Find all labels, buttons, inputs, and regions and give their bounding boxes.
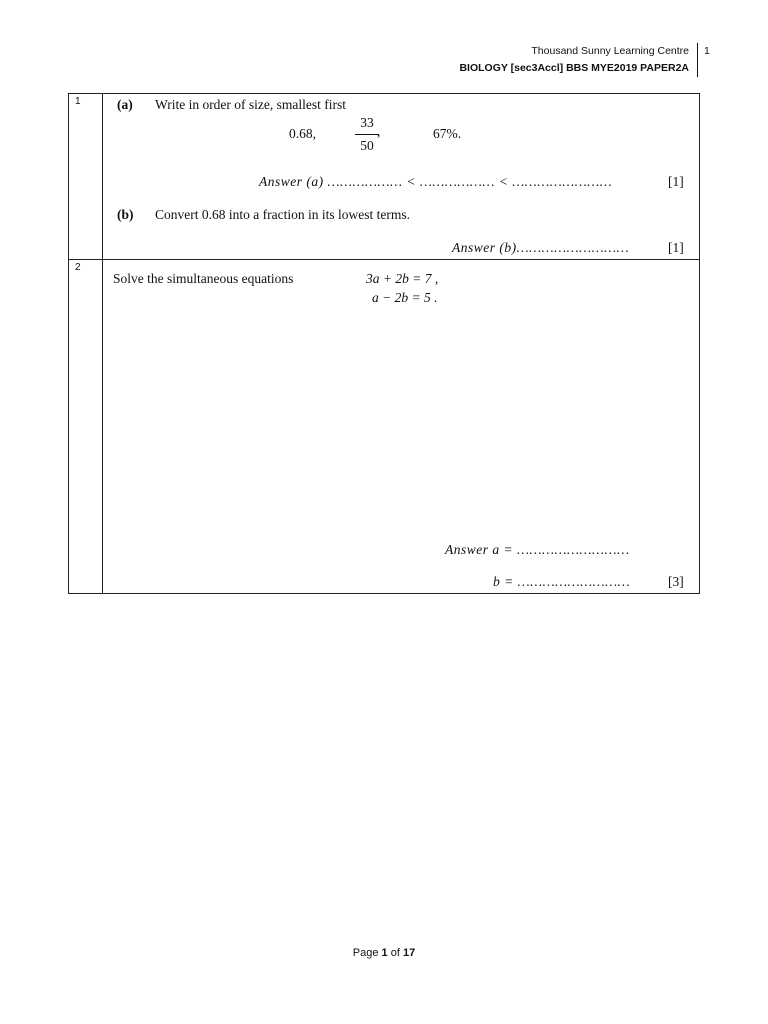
q1-part-b-label: (b) [117,207,134,222]
q1-mark-a: [1] [668,174,684,189]
q2-mark: [3] [668,574,684,589]
q1-part-b-text: Convert 0.68 into a fraction in its lowest terms. [155,207,410,222]
fraction-bar [355,134,379,135]
row-divider [69,259,699,260]
q2-text: Solve the simultaneous equations [113,271,294,286]
q1-answer-b-line: Answer (b)……………………… [452,240,630,255]
q1-value-percent: 67%. [433,126,462,141]
q1-value-decimal: 0.68, [289,126,316,141]
footer-page-current: 1 [381,947,388,959]
page-footer [0,947,768,959]
q1-part-a-label: (a) [117,97,133,112]
page-header [459,43,698,77]
footer-page-mid: of [387,947,403,959]
q1-value-fraction [355,115,379,154]
q2-equation-1: 3a + 2b = 7 , [366,271,439,286]
q2-equation-2: a − 2b = 5 . [372,290,438,305]
footer-page-prefix: Page [352,947,382,959]
fraction-denominator: 50 [360,138,374,153]
question-number-1: 1 [75,96,81,107]
fraction-numerator: 33 [360,115,374,130]
q2-answer-b-line: b = ……………………… [493,574,631,589]
header-page-number: 1 [704,45,710,57]
q1-fraction-comma: , [377,124,381,139]
school-name: Thousand Sunny Learning Centre [531,45,689,57]
question-table [68,93,700,594]
q1-part-a-text: Write in order of size, smallest first [155,97,347,112]
q1-mark-b: [1] [668,240,684,255]
footer-page-total: 17 [402,947,416,959]
paper-title: BIOLOGY [sec3Accl] BBS MYE2019 PAPER2A [459,62,689,74]
q2-answer-a-line: Answer a = ……………………… [445,542,630,557]
question-number-column-divider [102,94,103,593]
q1-answer-a-line: Answer (a) ……………… < ……………… < …………………… [259,174,613,189]
question-number-2: 2 [75,262,81,273]
